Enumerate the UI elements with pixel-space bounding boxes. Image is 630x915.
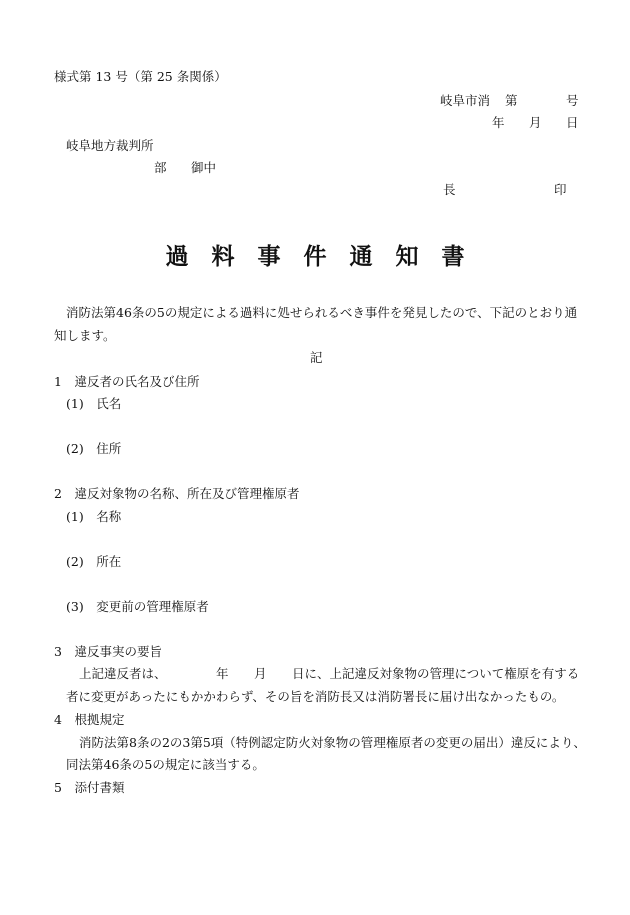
issuer-label: 岐阜市消 <box>440 93 491 108</box>
chief-label: 長 <box>443 182 456 197</box>
section-2-item-location: (2) 所在 <box>66 554 122 569</box>
seal-label: 印 <box>554 182 567 197</box>
month-label: 月 <box>529 115 542 130</box>
section-3-line-1b: 日に、上記違反対象物の管理について権原を有する <box>292 666 580 681</box>
section-1-heading: 1 違反者の氏名及び住所 <box>54 374 200 389</box>
intro-line-2: 知します。 <box>54 328 116 343</box>
section-3-heading: 3 違反事実の要旨 <box>54 644 162 659</box>
number-prefix: 第 <box>505 93 518 108</box>
form-label: 様式第 13 号（第 25 条関係） <box>54 69 227 84</box>
document-title: 過料事件通知書 <box>165 244 488 270</box>
section-3-month: 月 <box>254 666 267 681</box>
section-1-item-name: (1) 氏名 <box>66 396 122 411</box>
section-4-line-1: 消防法第8条の2の3第5項（特例認定防火対象物の管理権原者の変更の届出）違反により、 <box>79 735 586 750</box>
section-2-heading: 2 違反対象物の名称、所在及び管理権原者 <box>54 486 300 501</box>
section-5-heading: 5 添付書類 <box>54 780 125 795</box>
day-label: 日 <box>566 115 579 130</box>
section-3-year: 年 <box>216 666 229 681</box>
section-4-line-2: 同法第46条の5の規定に該当する。 <box>66 757 265 772</box>
addressee-honorific: 御中 <box>191 160 217 175</box>
section-3-line-1a: 上記違反者は、 <box>79 666 167 681</box>
year-label: 年 <box>492 115 505 130</box>
ki-label: 記 <box>310 350 323 365</box>
number-suffix: 号 <box>566 93 579 108</box>
section-4-heading: 4 根拠規定 <box>54 712 125 727</box>
court-name: 岐阜地方裁判所 <box>66 138 154 153</box>
intro-line-1: 消防法第46条の5の規定による過料に処せられるべき事件を発見したので、下記のとおり通 <box>66 305 578 320</box>
section-1-item-address: (2) 住所 <box>66 441 122 456</box>
section-2-item-prior-owner: (3) 変更前の管理権原者 <box>66 599 209 614</box>
section-2-item-name: (1) 名称 <box>66 509 122 524</box>
section-3-line-2: 者に変更があったにもかかわらず、その旨を消防長又は消防署長に届け出なかったもの。 <box>66 689 565 704</box>
department-label: 部 <box>154 160 167 175</box>
